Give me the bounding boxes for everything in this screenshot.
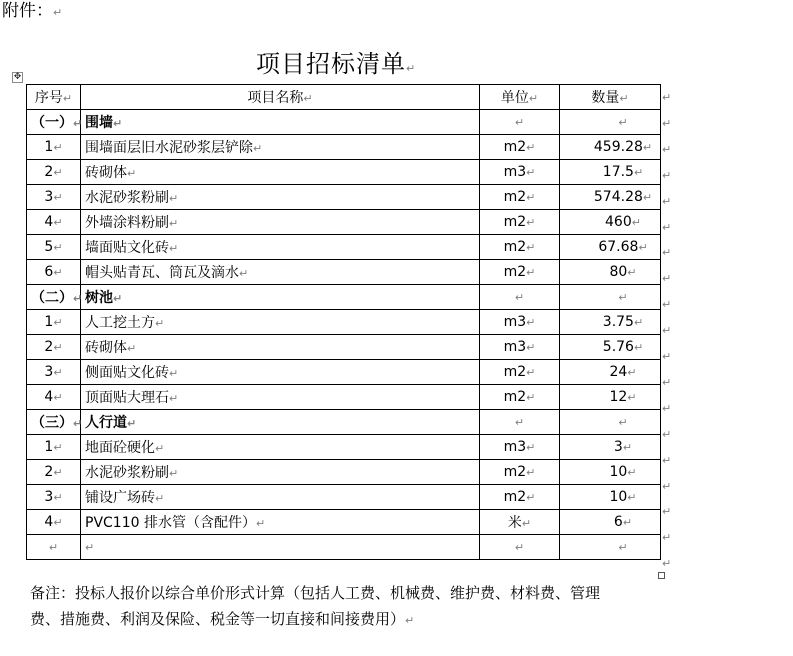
cell-no [27,260,81,285]
cell-no-text: 4 [44,514,54,530]
paragraph-mark: ↵ [255,517,266,530]
paragraph-mark: ↵ [169,217,179,230]
paragraph-mark: ↵ [53,466,63,479]
paragraph-mark: ↵ [514,541,525,554]
cell-unit [480,285,560,310]
cell-qty [560,210,661,235]
paragraph-mark: ↵ [642,141,653,154]
paragraph-mark: ↵ [631,216,641,229]
cell-name-text: 外墙涂料粉刷 [85,215,169,231]
cell-name-text: 墙面贴文化砖 [85,240,169,256]
paragraph-mark: ↵ [406,62,417,75]
paragraph-mark: ↵ [618,541,628,554]
paragraph-mark: ↵ [73,117,83,130]
paragraph-mark: ↵ [618,116,628,129]
cell-qty-text: 67.68 [598,239,639,255]
paragraph-mark: ↵ [48,541,59,554]
cell-qty-text: 10 [609,489,628,505]
cell-name [81,460,480,485]
cell-unit [480,460,560,485]
paragraph-mark: ↵ [526,216,536,229]
cell-qty [560,410,661,435]
cell-unit [480,335,560,360]
cell-name-text: PVC110 排水管（含配件） [85,515,256,531]
cell-qty [560,260,661,285]
paragraph-mark: ↵ [53,391,63,404]
paragraph-mark: ↵ [627,491,637,504]
table-row [27,185,661,210]
paragraph-mark: ↵ [73,417,83,430]
paragraph-mark: ↵ [627,266,637,279]
cell-no-text: 2 [44,464,54,480]
paragraph-mark: ↵ [405,614,415,627]
paragraph-mark: ↵ [169,467,179,480]
paragraph-mark: ↵ [526,316,536,329]
table-row [27,210,661,235]
cell-qty [560,160,661,185]
cell-qty [560,310,661,335]
paragraph-mark: ↵ [113,292,123,305]
paragraph-mark: ↵ [73,292,83,305]
paragraph-mark: ↵ [239,267,249,280]
cell-no [27,335,81,360]
cell-name-text: 围墙面层旧水泥砂浆层铲除 [85,140,253,156]
cell-qty [560,135,661,160]
row-end-mark: ↵ [662,194,672,208]
cell-unit-text: m2 [503,264,527,280]
cell-no [27,110,81,135]
cell-qty-text: 3.75 [602,314,634,330]
cell-qty [560,185,661,210]
cell-name [81,260,480,285]
cell-name-text: 人行道 [85,415,127,431]
paragraph-mark: ↵ [514,116,525,129]
page-title [256,48,416,85]
paragraph-mark: ↵ [85,541,95,554]
paragraph-mark: ↵ [53,6,63,19]
table-row [27,385,661,410]
paragraph-mark: ↵ [53,141,63,154]
paragraph-mark: ↵ [53,191,63,204]
cell-name [81,535,480,560]
row-end-mark: ↵ [662,557,672,571]
cell-name [81,510,480,535]
row-end-mark: ↵ [662,246,672,260]
cell-no [27,385,81,410]
header-cell-qty: 数量↵ [560,85,661,110]
paragraph-mark: ↵ [514,416,525,429]
cell-name [81,285,480,310]
cell-unit-text: m3 [503,339,527,355]
cell-unit-text: m3 [503,439,527,455]
cell-name [81,235,480,260]
paragraph-mark: ↵ [622,441,633,454]
paragraph-mark: ↵ [127,167,137,180]
cell-qty [560,385,661,410]
cell-unit-text: m2 [503,364,527,380]
cell-qty [560,360,661,385]
cell-name [81,135,480,160]
table-row [27,460,661,485]
cell-no [27,210,81,235]
paragraph-mark: ↵ [526,366,536,379]
row-end-mark: ↵ [662,272,672,286]
cell-no [27,535,81,560]
cell-qty-text: 459.28 [593,139,643,155]
paragraph-mark: ↵ [526,266,536,279]
cell-name-text: 砖砌体 [85,340,127,356]
attachment-label [2,0,62,24]
cell-no-text: 1 [44,139,54,155]
cell-no-text: 4 [44,389,54,405]
table-move-handle-icon[interactable]: ✥ [13,72,22,82]
cell-no [27,460,81,485]
cell-no [27,310,81,335]
cell-name-text: 砖砌体 [85,165,127,181]
section-row [27,410,661,435]
cell-unit [480,260,560,285]
row-end-mark: ↵ [662,350,672,363]
paragraph-mark: ↵ [155,492,165,505]
row-end-mark: ↵ [662,453,672,467]
cell-name [81,360,480,385]
paragraph-mark: ↵ [521,517,532,530]
cell-unit-text: m2 [503,139,527,155]
row-end-mark: ↵ [662,298,672,312]
cell-no [27,285,81,310]
cell-unit [480,485,560,510]
paragraph-mark: ↵ [633,166,644,179]
note-line-2: 费、措施费、利润及保险、税金等一切直接和间接费用）↵ [30,610,415,628]
paragraph-mark: ↵ [526,141,536,154]
cell-unit [480,160,560,185]
paragraph-mark: ↵ [53,316,63,329]
cell-qty [560,535,661,560]
cell-qty [560,460,661,485]
cell-unit-text: m2 [503,189,527,205]
cell-qty [560,435,661,460]
row-end-mark: ↵ [662,220,672,234]
paragraph-mark: ↵ [53,491,63,504]
cell-name-text: 人工挖土方 [85,315,155,331]
cell-unit-text: m3 [503,164,527,180]
cell-qty-text: 460 [605,214,632,230]
cell-unit [480,235,560,260]
cell-name-text: 铺设广场砖 [85,490,155,506]
cell-qty [560,335,661,360]
table-row [27,235,661,260]
paragraph-mark: ↵ [514,291,525,304]
paragraph-mark: ↵ [127,342,137,355]
cell-name [81,185,480,210]
cell-no-text: 1 [44,439,54,455]
table-row [27,360,661,385]
paragraph-mark: ↵ [169,192,179,205]
table-header-row [27,85,661,110]
note-paragraph [30,580,680,634]
paragraph-mark: ↵ [155,442,165,455]
paragraph-mark: ↵ [127,417,137,430]
cell-qty-text: 80 [609,264,628,280]
cell-name-text: 顶面贴大理石 [85,390,169,406]
attachment-text: 附件： [2,1,53,21]
title-text: 项目招标清单 [256,50,406,78]
paragraph-mark: ↵ [53,516,63,529]
paragraph-mark: ↵ [622,516,633,529]
cell-qty-text: 10 [609,464,628,480]
note-line-1: 备注：投标人报价以综合单价形式计算（包括人工费、机械费、维护费、材料费、管理 [30,584,601,602]
paragraph-mark: ↵ [526,166,536,179]
paragraph-mark: ↵ [633,316,644,329]
row-end-mark: ↵ [662,531,672,545]
cell-unit-text: m3 [503,314,527,330]
row-end-mark: ↵ [662,427,672,441]
paragraph-mark: ↵ [53,241,63,254]
paragraph-mark: ↵ [53,441,63,454]
cell-no [27,235,81,260]
cell-no [27,360,81,385]
cell-no-text: 4 [44,214,54,230]
bid-list-table [26,84,661,560]
paragraph-mark: ↵ [526,341,536,354]
cell-qty-text: 24 [609,364,628,380]
cell-no-text: （三） [31,415,73,431]
cell-no-text: 2 [44,164,54,180]
header-cell-unit: 单位↵ [480,85,560,110]
row-end-mark: ↵ [662,375,672,389]
cell-unit [480,535,560,560]
cell-unit-text: m2 [503,239,527,255]
cell-qty [560,485,661,510]
table-row [27,310,661,335]
cell-unit [480,510,560,535]
paragraph-mark: ↵ [627,366,637,379]
cell-no [27,485,81,510]
cell-name [81,310,480,335]
table-row [27,335,661,360]
table-row [27,435,661,460]
cell-name-text: 地面砼硬化 [85,440,155,456]
paragraph-mark: ↵ [169,392,179,405]
table-row [27,510,661,535]
table-row [27,160,661,185]
row-end-mark: ↵ [662,91,672,104]
cell-name [81,435,480,460]
cell-qty-text: 6 [613,514,623,530]
cell-name [81,110,480,135]
cell-name-text: 帽头贴青瓦、筒瓦及滴水 [85,265,239,281]
cell-qty [560,235,661,260]
cell-no-text: （二） [31,290,73,306]
cell-unit [480,310,560,335]
paragraph-mark: ↵ [618,416,628,429]
cell-no-text: 1 [44,314,54,330]
cell-unit-text: m2 [503,389,527,405]
row-end-mark: ↵ [662,142,672,156]
row-end-mark: ↵ [662,505,672,519]
cell-qty-text: 5.76 [602,339,634,355]
paragraph-mark: ↵ [53,166,63,179]
cell-no [27,435,81,460]
paragraph-mark: ↵ [638,241,648,254]
paragraph-mark: ↵ [618,291,628,304]
table-resize-handle[interactable] [658,572,665,579]
row-end-mark: ↵ [662,324,672,338]
cell-unit [480,410,560,435]
cell-no [27,410,81,435]
cell-name-text: 水泥砂浆粉刷 [85,190,169,206]
header-cell-no: 序号↵ [27,85,81,110]
cell-name [81,335,480,360]
paragraph-mark: ↵ [642,191,653,204]
cell-name [81,485,480,510]
paragraph-mark: ↵ [53,216,63,229]
paragraph-mark: ↵ [53,341,63,354]
cell-no [27,185,81,210]
cell-name-text: 水泥砂浆粉刷 [85,465,169,481]
paragraph-mark: ↵ [526,491,536,504]
paragraph-mark: ↵ [113,117,123,130]
cell-no [27,135,81,160]
paragraph-mark: ↵ [526,466,536,479]
cell-qty [560,510,661,535]
cell-name [81,410,480,435]
cell-no-text: 3 [44,189,54,205]
cell-no-text: 5 [44,239,54,255]
paragraph-mark: ↵ [633,341,644,354]
cell-no-text: 6 [44,264,54,280]
cell-unit [480,185,560,210]
paragraph-mark: ↵ [526,241,536,254]
paragraph-mark: ↵ [526,191,536,204]
cell-name-text: 围墙 [85,115,113,131]
cell-no-text: 2 [44,339,54,355]
cell-no-text: 3 [44,489,54,505]
cell-unit [480,135,560,160]
cell-qty-text: 17.5 [602,164,634,180]
paragraph-mark: ↵ [53,366,63,379]
cell-unit [480,360,560,385]
table-row [27,260,661,285]
paragraph-mark: ↵ [169,367,179,380]
paragraph-mark: ↵ [169,242,179,255]
cell-unit-text: m2 [503,489,527,505]
header-cell-name: 项目名称↵ [81,85,480,110]
section-row [27,285,661,310]
cell-qty-text: 12 [609,389,628,405]
row-end-mark: ↵ [662,116,672,130]
row-end-mark: ↵ [662,168,672,182]
cell-name [81,385,480,410]
blank-row [27,535,661,560]
cell-unit-text: 米 [507,515,522,531]
cell-qty-text: 3 [613,439,623,455]
cell-unit [480,110,560,135]
cell-unit-text: m2 [503,464,527,480]
paragraph-mark: ↵ [526,441,536,454]
cell-unit [480,210,560,235]
cell-no [27,510,81,535]
cell-name-text: 侧面贴文化砖 [85,365,169,381]
paragraph-mark: ↵ [253,142,263,155]
cell-unit [480,385,560,410]
cell-unit-text: m2 [503,214,527,230]
cell-no-text: （一） [31,115,73,131]
paragraph-mark: ↵ [627,391,637,404]
cell-name-text: 树池 [85,290,113,306]
paragraph-mark: ↵ [155,317,165,330]
cell-name [81,160,480,185]
cell-qty-text: 574.28 [593,189,643,205]
paragraph-mark: ↵ [526,391,536,404]
row-end-mark: ↵ [662,401,672,415]
table-row [27,485,661,510]
cell-no [27,160,81,185]
cell-unit [480,435,560,460]
cell-no-text: 3 [44,364,54,380]
cell-qty [560,110,661,135]
table-row [27,135,661,160]
cell-qty [560,285,661,310]
paragraph-mark: ↵ [627,466,637,479]
paragraph-mark: ↵ [53,266,63,279]
section-row [27,110,661,135]
row-end-mark: ↵ [662,479,672,493]
cell-name [81,210,480,235]
